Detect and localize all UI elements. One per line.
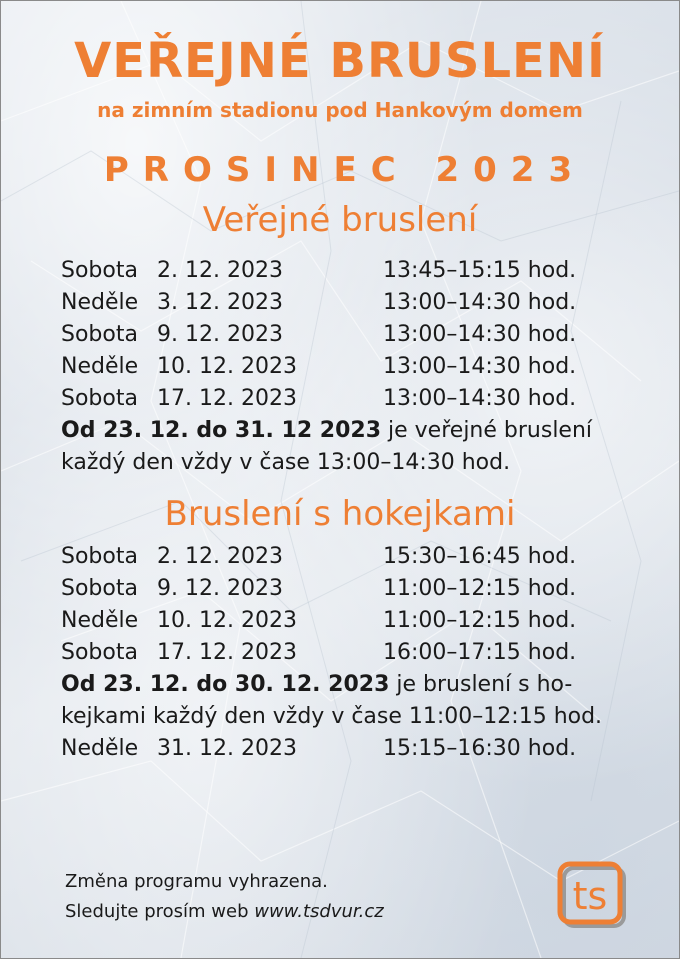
- row-date: 2. 12. 2023: [157, 544, 283, 569]
- row-time: 11:00–12:15 hod.: [383, 576, 577, 601]
- row-time: 15:15–16:30 hod.: [383, 736, 577, 761]
- hockey-note-line1: [61, 669, 651, 701]
- month-heading: PROSINEC 2023: [103, 150, 587, 190]
- frost-texture: [1, 1, 679, 958]
- row-date: 9. 12. 2023: [157, 576, 283, 601]
- row-date: 17. 12. 2023: [157, 386, 297, 411]
- public-note-line2: každý den vždy v čase 13:00–14:30 hod.: [61, 450, 511, 475]
- hockey-note-dates: Od 23. 12. do 30. 12. 2023: [61, 672, 390, 697]
- row-date: 2. 12. 2023: [157, 258, 283, 283]
- row-time: 15:30–16:45 hod.: [383, 544, 577, 569]
- schedule-row: [61, 573, 651, 605]
- logo-text: ts: [572, 874, 608, 918]
- row-day: Sobota: [61, 386, 138, 411]
- row-date: 31. 12. 2023: [157, 736, 297, 761]
- row-time: 13:00–14:30 hod.: [383, 354, 577, 379]
- schedule-row: [61, 637, 651, 669]
- row-day: Neděle: [61, 736, 139, 761]
- row-date: 3. 12. 2023: [157, 290, 283, 315]
- hockey-schedule: [61, 541, 651, 765]
- ts-logo-icon: [557, 861, 629, 929]
- public-note-dates: Od 23. 12. do 31. 12 2023: [61, 418, 382, 443]
- footer: [65, 867, 384, 927]
- row-day: Neděle: [61, 608, 139, 633]
- section-heading-hockey: Bruslení s hokejkami: [164, 494, 516, 534]
- row-time: 13:00–14:30 hod.: [383, 290, 577, 315]
- schedule-row: [61, 733, 651, 765]
- schedule-row: [61, 319, 651, 351]
- website-link[interactable]: www.tsdvur.cz: [254, 901, 384, 922]
- row-date: 10. 12. 2023: [157, 354, 297, 379]
- schedule-row: [61, 351, 651, 383]
- footer-disclaimer: Změna programu vyhrazena.: [65, 871, 328, 892]
- footer-web-prefix: Sledujte prosím web: [65, 901, 255, 922]
- row-date: 10. 12. 2023: [157, 608, 297, 633]
- row-day: Sobota: [61, 322, 138, 347]
- schedule-row: [61, 383, 651, 415]
- row-time: 13:00–14:30 hod.: [383, 386, 577, 411]
- row-day: Neděle: [61, 290, 139, 315]
- hockey-note-text: je bruslení s ho-: [389, 672, 573, 697]
- schedule-row: [61, 541, 651, 573]
- row-day: Sobota: [61, 544, 138, 569]
- row-day: Sobota: [61, 258, 138, 283]
- schedule-row: [61, 605, 651, 637]
- row-date: 9. 12. 2023: [157, 322, 283, 347]
- row-time: 16:00–17:15 hod.: [383, 640, 577, 665]
- schedule-row: [61, 287, 651, 319]
- row-time: 11:00–12:15 hod.: [383, 608, 577, 633]
- footer-web-line: [65, 897, 384, 927]
- schedule-row: [61, 255, 651, 287]
- row-day: Neděle: [61, 354, 139, 379]
- public-note-text: je veřejné bruslení: [381, 418, 593, 443]
- row-day: Sobota: [61, 640, 138, 665]
- row-date: 17. 12. 2023: [157, 640, 297, 665]
- row-time: 13:45–15:15 hod.: [383, 258, 577, 283]
- public-note-line1: [61, 415, 651, 447]
- poster-title: VEŘEJNÉ BRUSLENÍ: [74, 33, 606, 89]
- public-schedule: [61, 255, 651, 479]
- hockey-note-line2: kejkami každý den vždy v čase 11:00–12:15 hod.: [61, 704, 603, 729]
- row-time: 13:00–14:30 hod.: [383, 322, 577, 347]
- poster-subtitle: na zimním stadionu pod Hankovým domem: [97, 98, 583, 122]
- row-day: Sobota: [61, 576, 138, 601]
- section-heading-public: Veřejné bruslení: [202, 200, 478, 240]
